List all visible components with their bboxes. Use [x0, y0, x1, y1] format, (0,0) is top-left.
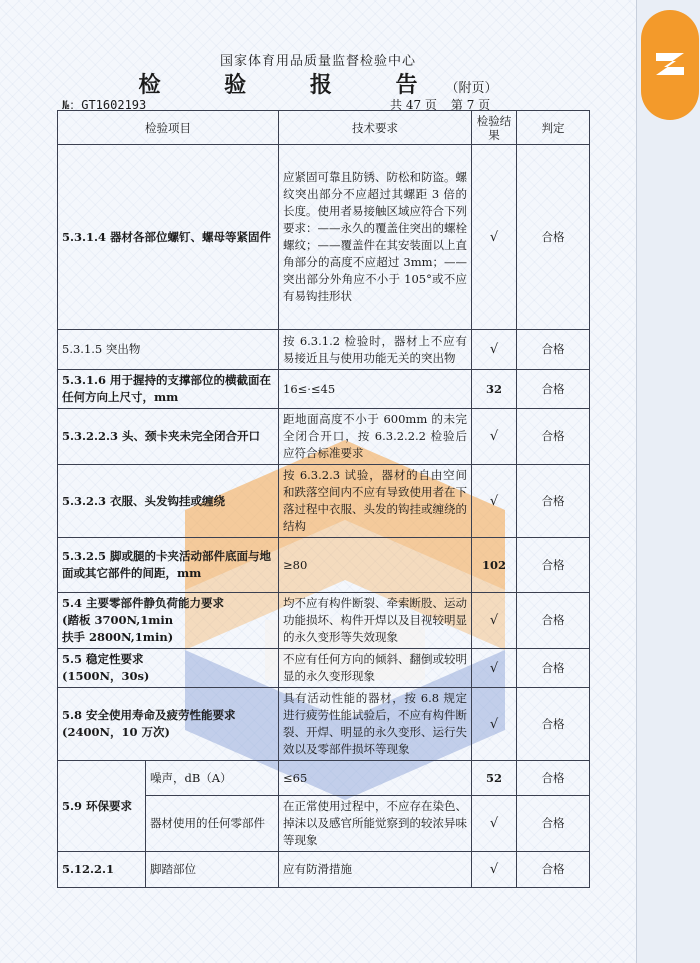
header-item: 检验项目	[58, 111, 279, 145]
row-result: √	[472, 688, 517, 761]
table-row	[58, 649, 590, 688]
env-item: 5.9 环保要求	[58, 761, 146, 852]
row-requirement: 按 6.3.2.3 试验，器材的自由空间和跌落空间内不应有导致使用者在下落过程中衣服、头发的钩挂或缠绕的结构	[279, 465, 472, 538]
organization-name: 国家体育用品质量监督检验中心	[219, 54, 416, 69]
row-requirement: 距地面高度不小于 600mm 的未完全闭合开口，按 6.3.2.2.2 检验后应符合标准要求	[279, 409, 472, 465]
row-item-line: 5.8 安全使用寿命及疲劳性能要求	[62, 708, 236, 722]
row-verdict: 合格	[517, 465, 590, 538]
row-result: 102	[472, 538, 517, 593]
row-result: √	[472, 409, 517, 465]
row-item-line: (踏板 3700N,1min	[62, 613, 174, 627]
row-requirement: 应有防滑措施	[279, 852, 472, 888]
row-verdict: 合格	[517, 409, 590, 465]
row-verdict: 合格	[517, 761, 590, 796]
table-row	[58, 409, 590, 465]
row-result: √	[472, 330, 517, 370]
org-logo-badge	[641, 10, 699, 120]
row-result: 52	[472, 761, 517, 796]
total-pages: 共 47 页	[390, 98, 437, 112]
row-item-line: (2400N，10 万次)	[62, 725, 170, 739]
page-edge-strip	[636, 0, 700, 963]
row-item: 5.3.2.5 脚或腿的卡夹活动部件底面与地面或其它部件的间距，mm	[58, 538, 279, 593]
row-requirement: ≤65	[279, 761, 472, 796]
row-result: √	[472, 145, 517, 330]
row-item: 5.3.2.3 衣服、头发钩挂或缠绕	[58, 465, 279, 538]
report-title-appendix: （附页）	[445, 81, 498, 96]
row-requirement: 具有活动性能的器材，按 6.8 规定进行疲劳性能试验后，不应有构件断裂、开焊、明显的永久变形、运行失效以及零部件损坏等现象	[279, 688, 472, 761]
row-verdict: 合格	[517, 593, 590, 649]
row-requirement: 不应有任何方向的倾斜、翻倒或较明显的永久变形现象	[279, 649, 472, 688]
row-requirement: 在正常使用过程中，不应存在染色、掉沫以及感官所能觉察到的较浓异味等现象	[279, 796, 472, 852]
table-row	[58, 852, 590, 888]
env-sub-item: 噪声，dB（A）	[146, 761, 279, 796]
table-row	[58, 145, 590, 330]
row-item	[58, 649, 279, 688]
row-requirement: 16≤·≤45	[279, 370, 472, 409]
report-title: 检 验 报 告	[138, 72, 446, 98]
row-requirement: 应紧固可靠且防锈、防松和防盗。螺纹突出部分不应超过其螺距 3 倍的长度。使用者易接触区域应符合下列要求：——永久的覆盖住突出的螺栓螺纹；——覆盖件在其安装面以上直角部分的高度不应超过 3mm；——突出部分外角应不小于 105°或不应有易钩挂形状	[279, 145, 472, 330]
row-item: 5.12.2.1	[58, 852, 146, 888]
row-verdict: 合格	[517, 330, 590, 370]
row-result: √	[472, 852, 517, 888]
row-verdict: 合格	[517, 538, 590, 593]
row-verdict: 合格	[517, 688, 590, 761]
table-row	[58, 330, 590, 370]
row-item: 5.3.1.6 用于握持的支撑部位的横截面在任何方向上尺寸，mm	[58, 370, 279, 409]
row-result: √	[472, 796, 517, 852]
row-item-line: 5.4 主要零部件静负荷能力要求	[62, 596, 225, 610]
logo-mark-icon	[650, 45, 690, 85]
row-sub-item: 脚踏部位	[146, 852, 279, 888]
table-row	[58, 370, 590, 409]
table-row	[58, 538, 590, 593]
header-requirement: 技术要求	[279, 111, 472, 145]
row-result: √	[472, 649, 517, 688]
row-verdict: 合格	[517, 649, 590, 688]
inspection-table	[57, 110, 590, 888]
row-verdict: 合格	[517, 852, 590, 888]
report-title-row	[0, 68, 636, 99]
row-item: 5.3.1.4 器材各部位螺钉、螺母等紧固件	[58, 145, 279, 330]
table-row	[58, 688, 590, 761]
row-requirement: ≥80	[279, 538, 472, 593]
report-number: №：GT1602193	[62, 98, 147, 112]
table-header-row	[58, 111, 590, 145]
row-item-line: 扶手 2800N,1min)	[62, 630, 174, 644]
header-result: 检验结果	[472, 111, 517, 145]
table-row	[58, 761, 590, 796]
row-result: √	[472, 593, 517, 649]
env-sub-item: 器材使用的任何零部件	[146, 796, 279, 852]
table-row	[58, 465, 590, 538]
row-item	[58, 593, 279, 649]
row-verdict: 合格	[517, 370, 590, 409]
header-verdict: 判定	[517, 111, 590, 145]
current-page: 第 7 页	[450, 98, 491, 112]
row-item-line: (1500N，30s)	[62, 669, 150, 683]
row-item-line: 5.5 稳定性要求	[62, 652, 144, 666]
row-requirement: 均不应有构件断裂、牵索断股、运动功能损坏、构件开焊以及目视较明显的永久变形等失效现象	[279, 593, 472, 649]
row-item: 5.3.2.2.3 头、颈卡夹未完全闭合开口	[58, 409, 279, 465]
row-item: 5.3.1.5 突出物	[58, 330, 279, 370]
row-result: 32	[472, 370, 517, 409]
row-item	[58, 688, 279, 761]
row-result: √	[472, 465, 517, 538]
row-verdict: 合格	[517, 145, 590, 330]
row-requirement: 按 6.3.1.2 检验时，器材上不应有易接近且与使用功能无关的突出物	[279, 330, 472, 370]
table-row	[58, 593, 590, 649]
row-verdict: 合格	[517, 796, 590, 852]
